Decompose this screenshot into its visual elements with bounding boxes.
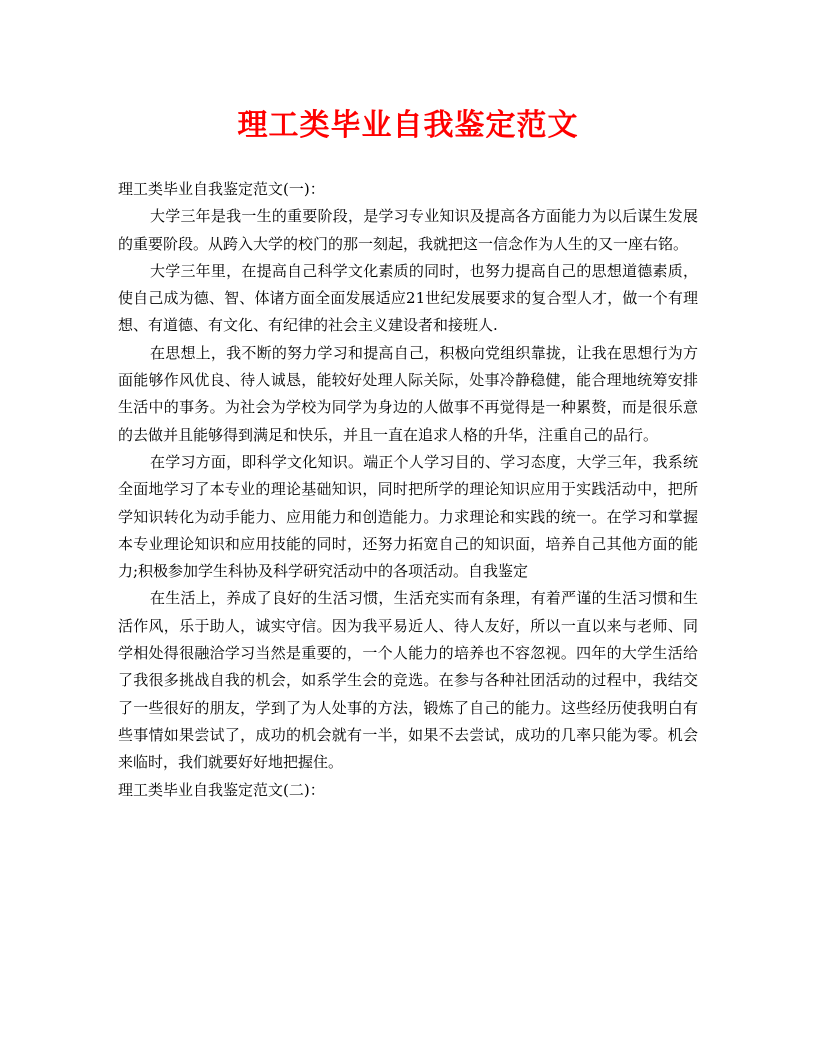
section-heading-1: 理工类毕业自我鉴定范文(一)： [118, 180, 325, 198]
document-title: 理工类毕业自我鉴定范文 [237, 108, 579, 143]
paragraph-2: 大学三年里，在提高自己科学文化素质的同时，也努力提高自己的思想道德素质，使自己成为德、智、体诸方面全面发展适应21世纪发展要求的复合型人才，做一个有理想、有道德、有文化、有纪律的社会主义建设者和接班人. [118, 261, 698, 335]
paragraph-3: 在思想上，我不断的努力学习和提高自己，积极向党组织靠拢，让我在思想行为方面能够作风优良、待人诚恳，能较好处理人际关际，处事冷静稳健，能合理地统筹安排生活中的事务。为社会为学校为同学为身边的人做事不再觉得是一种累赘，而是很乐意的去做并且能够得到满足和快乐，并且一直在追求人格的升华，注重自己的品行。 [118, 343, 698, 444]
paragraph-4: 在学习方面，即科学文化知识。端正个人学习目的、学习态度，大学三年，我系统全面地学习了本专业的理论基础知识，同时把所学的理论知识应用于实践活动中，把所学知识转化为动手能力、应用能力和创造能力。力求理论和实践的统一。在学习和掌握本专业理论知识和应用技能的同时，还努力拓宽自己的知识面，培养自己其他方面的能力;积极参加学生科协及科学研究活动中的各项活动。自我鉴定 [118, 452, 698, 581]
document-body [118, 176, 698, 804]
paragraph-1: 大学三年是我一生的重要阶段，是学习专业知识及提高各方面能力为以后谋生发展的重要阶段。从跨入大学的校门的那一刻起，我就把这一信念作为人生的又一座右铭。 [118, 207, 698, 253]
section-heading-2: 理工类毕业自我鉴定范文(二)： [118, 780, 325, 799]
paragraph-5: 在生活上，养成了良好的生活习惯，生活充实而有条理，有着严谨的生活习惯和生活作风，乐于助人，诚实守信。因为我平易近人、待人友好，所以一直以来与老师、同学相处得很融洽学习当然是重要的，一个人能力的培养也不容忽视。四年的大学生活给了我很多挑战自我的机会，如系学生会的竞选。在参与各种社团活动的过程中，我结交了一些很好的朋友，学到了为人处事的方法，锻炼了自己的能力。这些经历使我明白有些事情如果尝试了，成功的机会就有一半，如果不去尝试，成功的几率只能为零。机会来临时，我们就要好好地把握住。 [118, 589, 698, 772]
